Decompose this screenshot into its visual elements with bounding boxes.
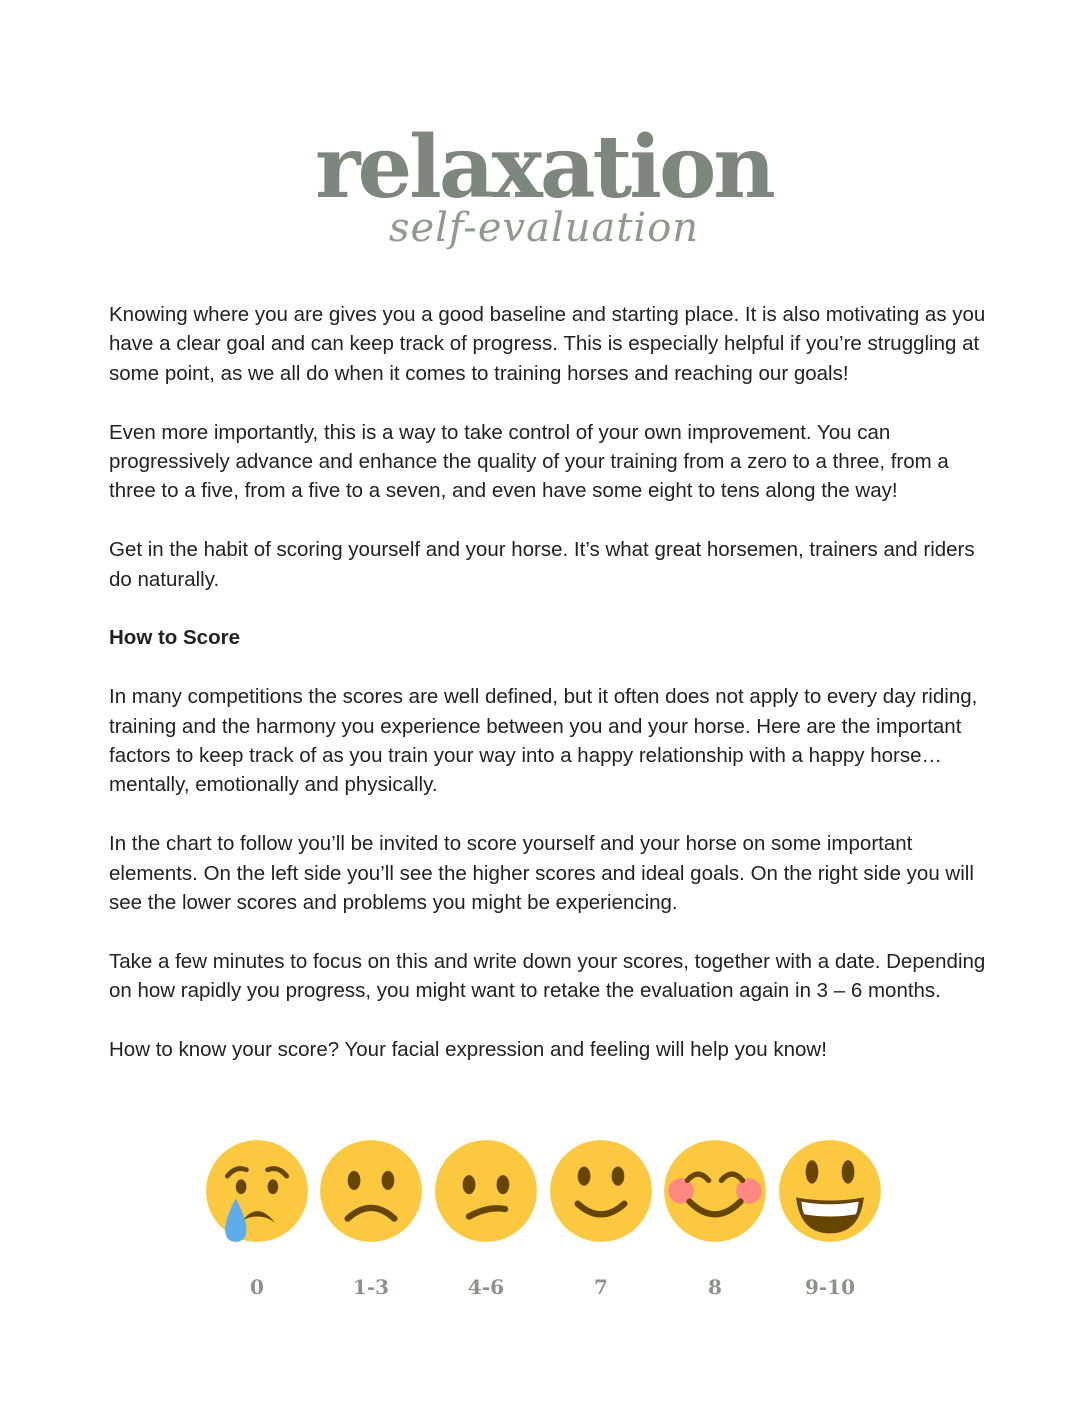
score-label: 8 [708, 1275, 722, 1299]
score-label: 4-6 [467, 1275, 505, 1299]
section-heading-how-to-score: How to Score [109, 626, 240, 650]
paragraph-baseline: Knowing where you are gives you a good baseline and starting place. It is also motivating as you have a clear goal and can keep track of progress. This is especially helpful if you’re struggling at some point, as we all do when it comes to training horses and reaching our goals! [109, 303, 986, 385]
page-title: relaxation [315, 117, 773, 218]
page-subtitle: self-evaluation [388, 205, 700, 251]
paragraph-chart: In the chart to follow you’ll be invited to score yourself and your horse on some important elements. On the left side you’ll see the higher scores and ideal goals. On the right side you will see the lower scores and problems you might be experiencing. [109, 832, 974, 915]
confused-face-icon [433, 1138, 539, 1244]
slightly-smiling-face-icon [548, 1138, 654, 1244]
score-labels [0, 1274, 1088, 1304]
blushing-smiling-face-icon [662, 1138, 768, 1244]
paragraph-competitions: In many competitions the scores are well defined, but it often does not apply to every day riding, training and the harmony you experience between you and your horse. Here are the important factors to keep track of as you train your way into a happy relationship with a happy horse… mentally, emotionally and physically. [109, 685, 978, 797]
emoji-scale [0, 1138, 1088, 1248]
paragraph-take-minutes: Take a few minutes to focus on this and write down your scores, together with a date. Depending on how rapidly you progress, you might want to retake the evaluation again in 3 – 6 months. [109, 949, 986, 1003]
crying-face-icon [204, 1138, 310, 1244]
grinning-face-icon [777, 1138, 883, 1244]
score-label: 0 [250, 1275, 264, 1299]
score-label: 7 [594, 1275, 608, 1299]
paragraph-habit: Get in the habit of scoring yourself and your horse. It’s what great horsemen, trainers and riders do naturally. [109, 538, 975, 591]
paragraph-know-score: How to know your score? Your facial expression and feeling will help you know! [109, 1038, 827, 1062]
body-text [109, 300, 989, 1094]
score-label: 9-10 [804, 1275, 856, 1299]
score-label: 1-3 [352, 1275, 390, 1299]
paragraph-improvement: Even more importantly, this is a way to take control of your own improvement. You can progressively advance and enhance the quality of your training from a zero to a three, from a three to a five, from a five to a seven, and even have some eight to tens along the way! [109, 420, 949, 503]
frowning-face-icon [318, 1138, 424, 1244]
